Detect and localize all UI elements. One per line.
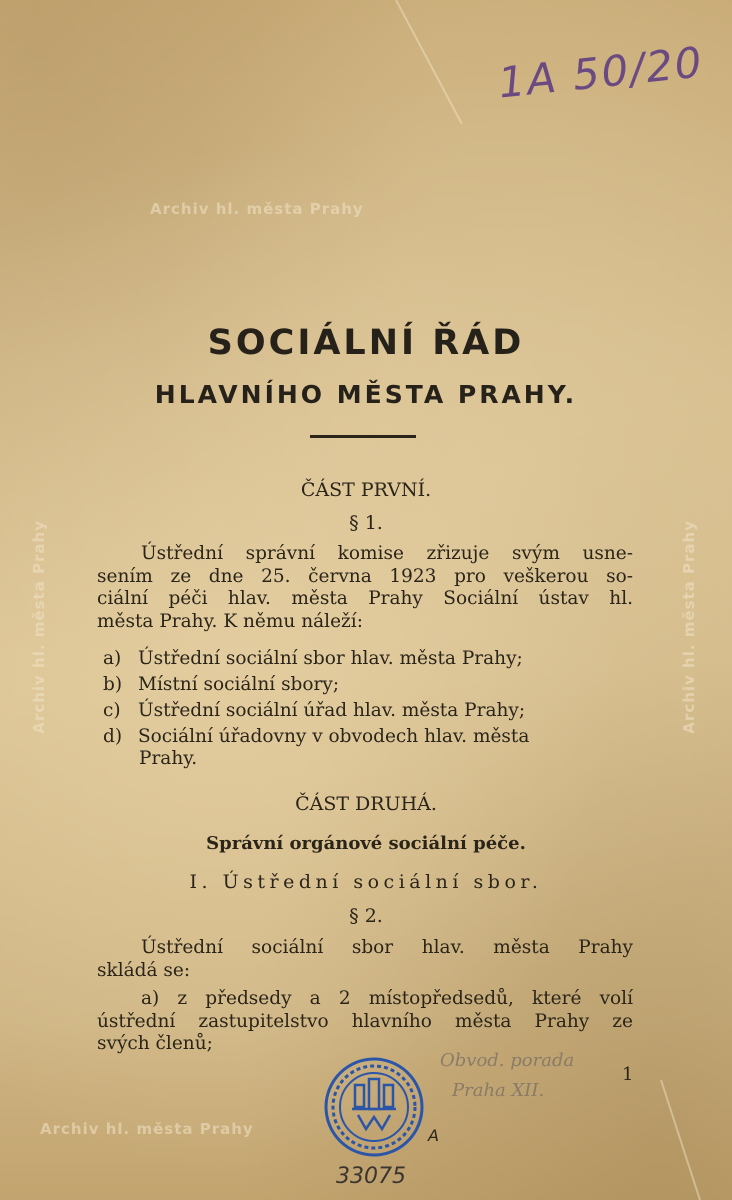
list-marker: b) (103, 674, 123, 695)
paragraph-line: ústřední zastupitelstvo hlavního města Prahy ze (97, 1010, 633, 1032)
part-one-heading: ČÁST PRVNÍ. (300, 479, 432, 501)
document-subtitle: HLAVNÍHO MĚSTA PRAHY. (154, 380, 578, 409)
list-item (103, 674, 633, 696)
stamp-mark: A (428, 1126, 439, 1145)
list-text: Ústřední sociální úřad hlav. města Prahy; (138, 700, 526, 721)
castle-icon (352, 1079, 396, 1129)
paragraph-line: Ústřední správní komise zřizuje svým usne- (141, 543, 633, 564)
section-2-heading: § 2. (349, 905, 383, 927)
paragraph-line: a) z předsedy a 2 místopředsedů, které volí (141, 988, 633, 1009)
section-1-paragraph (97, 543, 633, 633)
page-number: 1 (622, 1064, 634, 1085)
paragraph-line: svých členů; (97, 1033, 213, 1054)
list-marker: d) (103, 726, 123, 747)
paragraph-line: města Prahy. K němu náleží: (97, 610, 363, 632)
part-two-subheading: Správní orgánové sociální péče. (206, 833, 526, 854)
section-2-paragraph (97, 937, 633, 982)
list-text: Ústřední sociální sbor hlav. města Prahy; (138, 648, 523, 669)
handwritten-reference: 1A 50/20 (495, 37, 706, 108)
paragraph-line: Ústřední sociální sbor hlav. města Prahy (141, 937, 633, 958)
inventory-number: 33075 (336, 1164, 406, 1189)
list-text: Místní sociální sbory; (138, 674, 340, 695)
list-item (103, 726, 633, 770)
list-item (103, 648, 633, 670)
section-1-heading: § 1. (349, 512, 383, 534)
stamp-inner-ring (340, 1073, 408, 1141)
chapter-heading: I. Ústřední sociální sbor. (189, 871, 543, 893)
archive-stamp (322, 1055, 426, 1159)
paper-crease (660, 1080, 702, 1200)
watermark: Archiv hl. města Prahy (680, 520, 698, 734)
section-2-item-a (97, 988, 633, 1056)
list-marker: a) (103, 648, 122, 669)
paragraph-line: skládá se: (97, 959, 191, 981)
list-item (103, 700, 633, 722)
part-two-heading: ČÁST DRUHÁ. (295, 793, 437, 815)
watermark: Archiv hl. města Prahy (40, 1120, 254, 1138)
paragraph-line: ciální péči hlav. města Prahy Sociální ústav hl. (97, 588, 633, 609)
watermark: Archiv hl. města Prahy (150, 200, 364, 218)
list-marker: c) (103, 700, 121, 721)
pencil-note: Praha XII. (452, 1080, 545, 1101)
document-title: SOCIÁLNÍ ŘÁD (207, 323, 525, 363)
list-text: Sociální úřadovny v obvodech hlav. města (138, 726, 530, 747)
paragraph-line: sením ze dne 25. června 1923 pro veškerou so- (97, 565, 633, 587)
watermark: Archiv hl. města Prahy (30, 520, 48, 734)
pencil-note: Obvod. porada (440, 1050, 575, 1071)
list-text-continuation: Prahy. (139, 748, 198, 769)
paper-crease (395, 0, 462, 124)
title-divider (310, 435, 416, 438)
